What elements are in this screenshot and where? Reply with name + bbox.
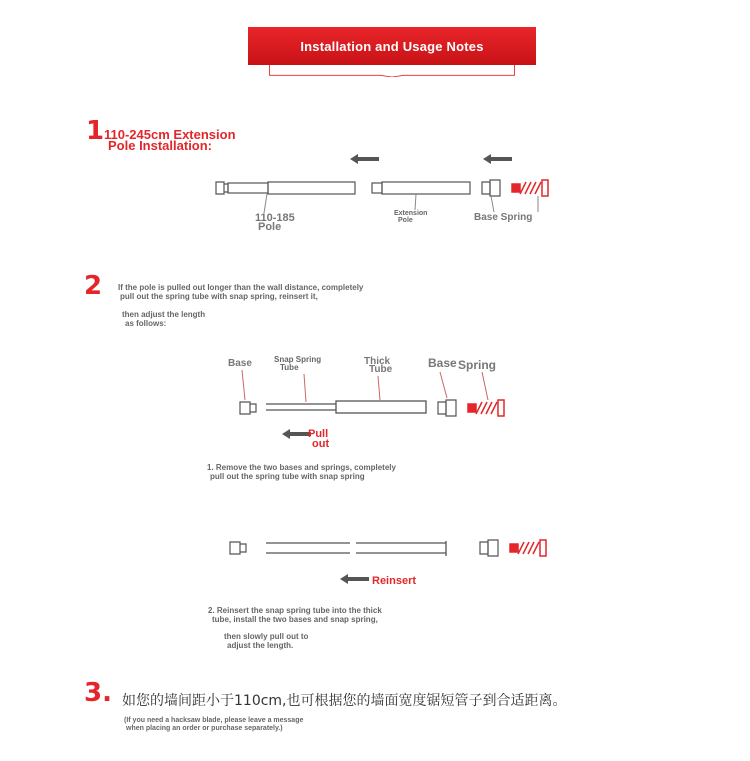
base-drawing (482, 180, 500, 196)
step3-note-line1: (If you need a hacksaw blade, please leave a message (124, 717, 304, 724)
spring-icon (510, 540, 546, 556)
step1-number: 1 (86, 116, 105, 146)
label-110-185: 110-185 (255, 212, 295, 224)
label-out: out (312, 438, 330, 450)
spring-icon (468, 400, 504, 416)
step3-text: 如您的墙间距小于110cm,也可根据您的墙面宽度锯短管子到合适距离。 (122, 693, 567, 709)
step1-title-line2: Pole Installation: (108, 138, 213, 153)
note2-line4: adjust the length. (227, 641, 294, 650)
label-base-right: Base (428, 356, 457, 370)
label-base-spring: Base Spring (474, 212, 533, 223)
note1-line1: 1. Remove the two bases and springs, completely (207, 463, 396, 472)
label-reinsert: Reinsert (372, 575, 417, 587)
label-base-left: Base (228, 358, 252, 369)
arrow-left-icon (340, 574, 369, 584)
label-tube: Tube (369, 364, 393, 375)
step2-base-left (240, 402, 256, 414)
step2-text-line4: as follows: (125, 319, 167, 328)
note2-line1: 2. Reinsert the snap spring tube into the thick (208, 606, 382, 615)
label-pole: Pole (258, 221, 282, 233)
step3-note-line2: when placing an order or purchase separately.) (126, 725, 283, 732)
step1-title-line1: 110-245cm Extension (104, 127, 236, 142)
arrow-left-icon (350, 154, 379, 164)
extension-pole-drawing (372, 182, 470, 194)
label-snap-tube: Tube (280, 363, 299, 372)
note2-line2: tube, install the two bases and snap spring, (212, 615, 378, 624)
pole-110-185-drawing (216, 182, 355, 194)
note1-line2: pull out the spring tube with snap spring (210, 472, 365, 481)
step3-number: 3. (84, 678, 112, 708)
label-snap-spring: Snap Spring (274, 355, 322, 364)
arrow-left-icon (483, 154, 512, 164)
step2-base-right (438, 400, 456, 416)
snap-spring-tube-drawing (266, 541, 446, 556)
label-pull: Pull (308, 428, 329, 440)
spring-icon (512, 180, 548, 196)
banner-title: Installation and Usage Notes (248, 27, 536, 65)
step2b-base-right (480, 540, 498, 556)
thick-tube-drawing (336, 401, 426, 413)
note2-line3: then slowly pull out to (224, 632, 309, 641)
snap-spring-tube-drawing (266, 404, 336, 410)
step2-text-line2: pull out the spring tube with snap spring, reinsert it, (120, 292, 318, 301)
label-thick: Thick (364, 356, 391, 367)
step2-leaders (242, 370, 488, 402)
step2-text-line3: then adjust the length (122, 310, 206, 319)
step2b-base-left (230, 542, 246, 554)
label-extension: Extension (394, 210, 428, 217)
step2-text-line1: If the pole is pulled out longer than the wall distance, completely (118, 283, 364, 292)
step2-number: 2 (84, 271, 103, 301)
arrow-left-icon (282, 429, 311, 439)
label-extension-pole: Pole (398, 217, 413, 224)
label-spring: Spring (458, 358, 496, 372)
